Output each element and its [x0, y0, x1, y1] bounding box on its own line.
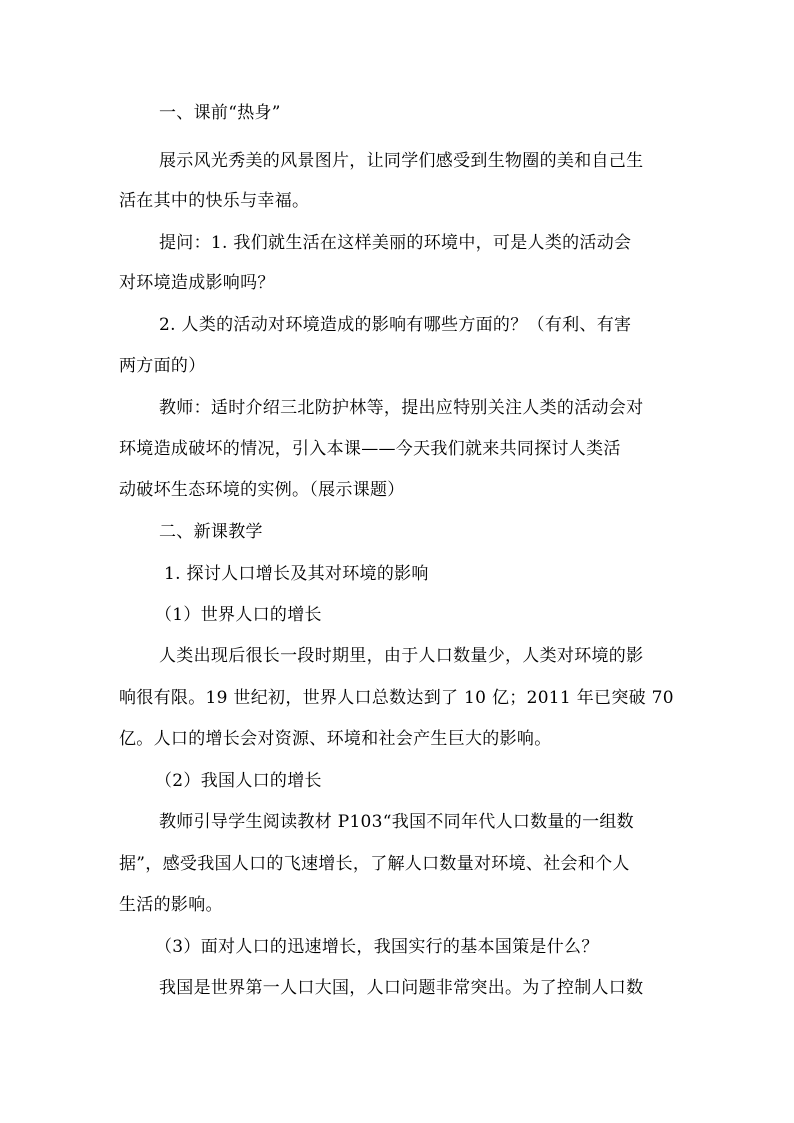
paragraph-line: 两方面的） [119, 356, 206, 376]
paragraph-line: 生活的影响。 [119, 895, 223, 915]
section-heading-new-lesson: 二、新课教学 [159, 522, 263, 542]
paragraph-line: 我国是世界第一人口大国，人口问题非常突出。为了控制人口数 [159, 978, 644, 998]
paragraph-line: 教师：适时介绍三北防护林等，提出应特别关注人类的活动会对 [159, 398, 644, 418]
paragraph-line: 环境造成破坏的情况，引入本课——今天我们就来共同探讨人类活 [119, 439, 621, 459]
subsection-heading: （1）世界人口的增长 [155, 605, 322, 625]
paragraph-line: 活在其中的快乐与幸福。 [119, 191, 310, 211]
paragraph-line: 对环境造成影响吗？ [119, 273, 275, 293]
subsection-heading: 1. 探讨人口增长及其对环境的影响 [164, 564, 429, 584]
subsection-heading: （2）我国人口的增长 [155, 771, 322, 791]
section-heading-warmup: 一、课前“热身” [159, 103, 281, 123]
paragraph-line: 人类出现后很长一段时期里，由于人口数量少，人类对环境的影 [159, 646, 644, 666]
paragraph-line: 展示风光秀美的风景图片，让同学们感受到生物圈的美和自己生 [159, 151, 644, 171]
paragraph-line: 动破坏生态环境的实例。（展示课题） [119, 480, 405, 500]
paragraph-line: 据”，感受我国人口的飞速增长，了解人口数量对环境、社会和个人 [119, 854, 630, 874]
paragraph-line: 亿。人口的增长会对资源、环境和社会产生巨大的影响。 [119, 729, 552, 749]
paragraph-line: 提问：1. 我们就生活在这样美丽的环境中，可是人类的活动会 [159, 233, 632, 253]
paragraph-line: 响很有限。19 世纪初，世界人口总数达到了 10 亿；2011 年已突破 70 [119, 688, 674, 708]
subsection-heading: （3）面对人口的迅速增长，我国实行的基本国策是什么？ [155, 937, 599, 957]
paragraph-line: 教师引导学生阅读教材 P103“我国不同年代人口数量的一组数 [159, 812, 634, 832]
paragraph-line: 2. 人类的活动对环境造成的影响有哪些方面的？（有利、有害 [159, 315, 632, 335]
